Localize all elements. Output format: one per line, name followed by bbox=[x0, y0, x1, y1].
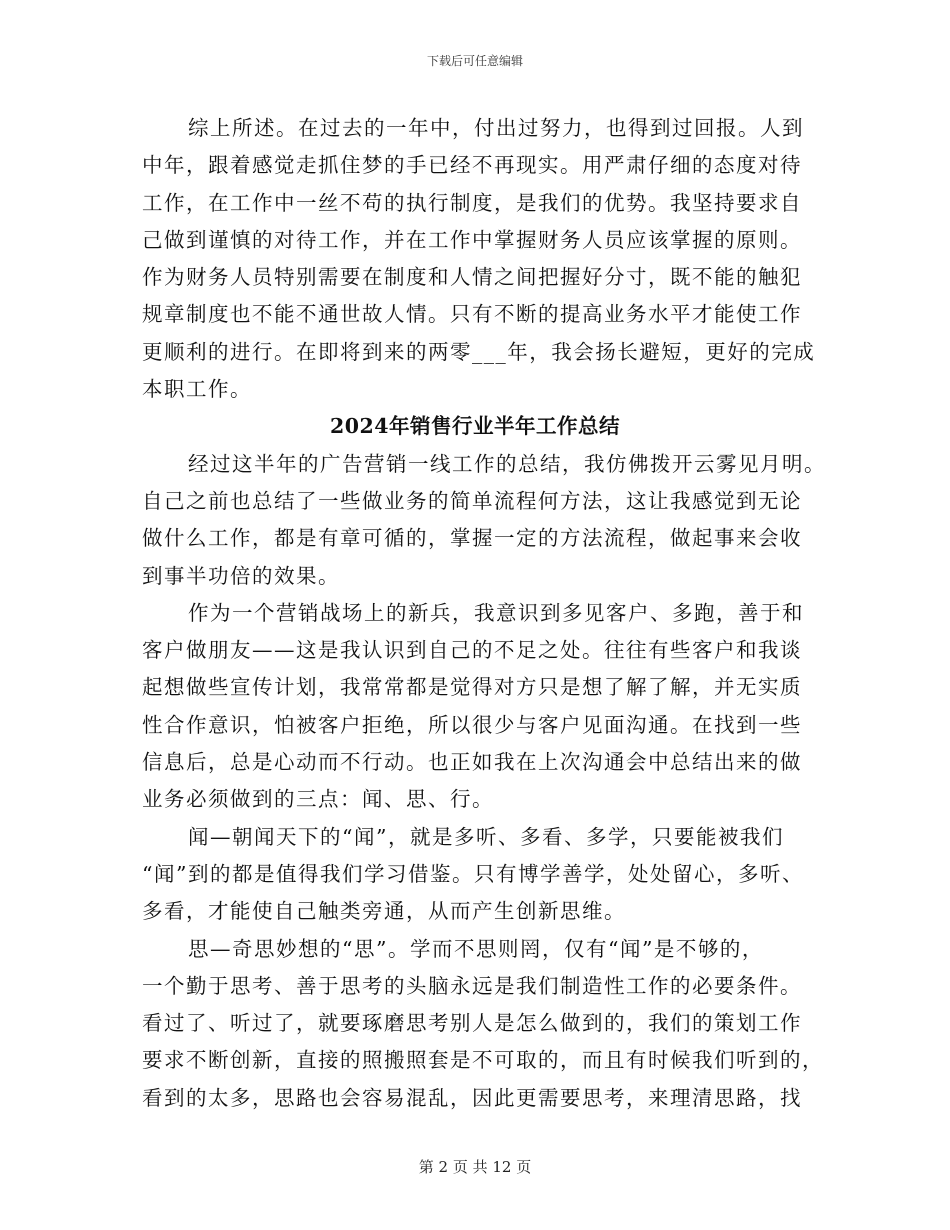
summary-paragraph bbox=[142, 110, 816, 408]
page-footer: 第 2 页 共 12 页 bbox=[418, 1158, 532, 1176]
text-line: 己做到谨慎的对待工作，并在工作中掌握财务人员应该掌握的原则。 bbox=[142, 227, 802, 252]
text-line: 看过了、听过了，就要琢磨思考别人是怎么做到的，我们的策划工作 bbox=[142, 1011, 802, 1036]
section-title: 2024年销售行业半年工作总结 bbox=[329, 414, 621, 439]
text-line: 综上所述。在过去的一年中，付出过努力，也得到过回报。人到 bbox=[188, 116, 804, 140]
text-line: 多看，才能使自己触类旁通，从而产生创新思维。 bbox=[142, 899, 626, 924]
text-line: 一个勤于思考、善于思考的头脑永远是我们制造性工作的必要条件。 bbox=[142, 973, 802, 998]
text-line: 思—奇思妙想的“思”。学而不思则罔，仅有“闻”是不够的， bbox=[188, 936, 764, 961]
paragraph-4 bbox=[142, 931, 824, 1117]
text-line: 性合作意识，怕被客户拒绝，所以很少与客户见面沟通。在找到一些 bbox=[142, 712, 802, 737]
document-body bbox=[142, 110, 826, 1117]
text-line: 要求不断创新，直接的照搬照套是不可取的，而且有时候我们听到的， bbox=[142, 1048, 824, 1073]
text-line: 更顺利的进行。在即将到来的两零___年，我会扬长避短，更好的完成 bbox=[142, 339, 816, 364]
text-line: 经过这半年的广告营销一线工作的总结，我仿佛拨开云雾见月明。 bbox=[188, 451, 826, 476]
text-line: 规章制度也不能不通世故人情。只有不断的提高业务水平才能使工作 bbox=[142, 302, 802, 327]
text-line: 起想做些宣传计划，我常常都是觉得对方只是想了解了解，并无实质 bbox=[142, 675, 802, 700]
text-line: 看到的太多，思路也会容易混乱，因此更需要思考，来理清思路，找 bbox=[142, 1085, 802, 1110]
text-line: 做什么工作，都是有章可循的，掌握一定的方法流程，做起事来会收 bbox=[142, 526, 802, 551]
text-line: 业务必须做到的三点：闻、思、行。 bbox=[142, 787, 494, 812]
text-line: 本职工作。 bbox=[142, 377, 252, 402]
text-line: 作为财务人员特别需要在制度和人情之间把握好分寸，既不能的触犯 bbox=[142, 265, 802, 290]
text-line: 工作，在工作中一丝不苟的执行制度，是我们的优势。我坚持要求自 bbox=[142, 190, 802, 215]
paragraph-1 bbox=[142, 446, 826, 595]
text-line: 中年，跟着感觉走抓住梦的手已经不再现实。用严肃仔细的态度对待 bbox=[142, 153, 802, 178]
paragraph-2 bbox=[142, 595, 808, 819]
text-line: 自己之前也总结了一些做业务的简单流程何方法，这让我感觉到无论 bbox=[142, 488, 802, 513]
text-line: 到事半功倍的效果。 bbox=[142, 563, 340, 588]
text-line: 客户做朋友——这是我认识到自己的不足之处。往往有些客户和我谈 bbox=[142, 638, 802, 663]
paragraph-3 bbox=[142, 819, 808, 931]
text-line: “闻”到的都是值得我们学习借鉴。只有博学善学，处处留心，多听、 bbox=[142, 861, 804, 886]
text-line: 闻—朝闻天下的“闻”，就是多听、多看、多学，只要能被我们 bbox=[188, 824, 784, 849]
page-header: 下载后可任意编辑 bbox=[426, 54, 523, 68]
text-line: 信息后，总是心动而不行动。也正如我在上次沟通会中总结出来的做 bbox=[142, 750, 802, 775]
text-line: 作为一个营销战场上的新兵，我意识到多见客户、多跑，善于和 bbox=[188, 600, 804, 625]
